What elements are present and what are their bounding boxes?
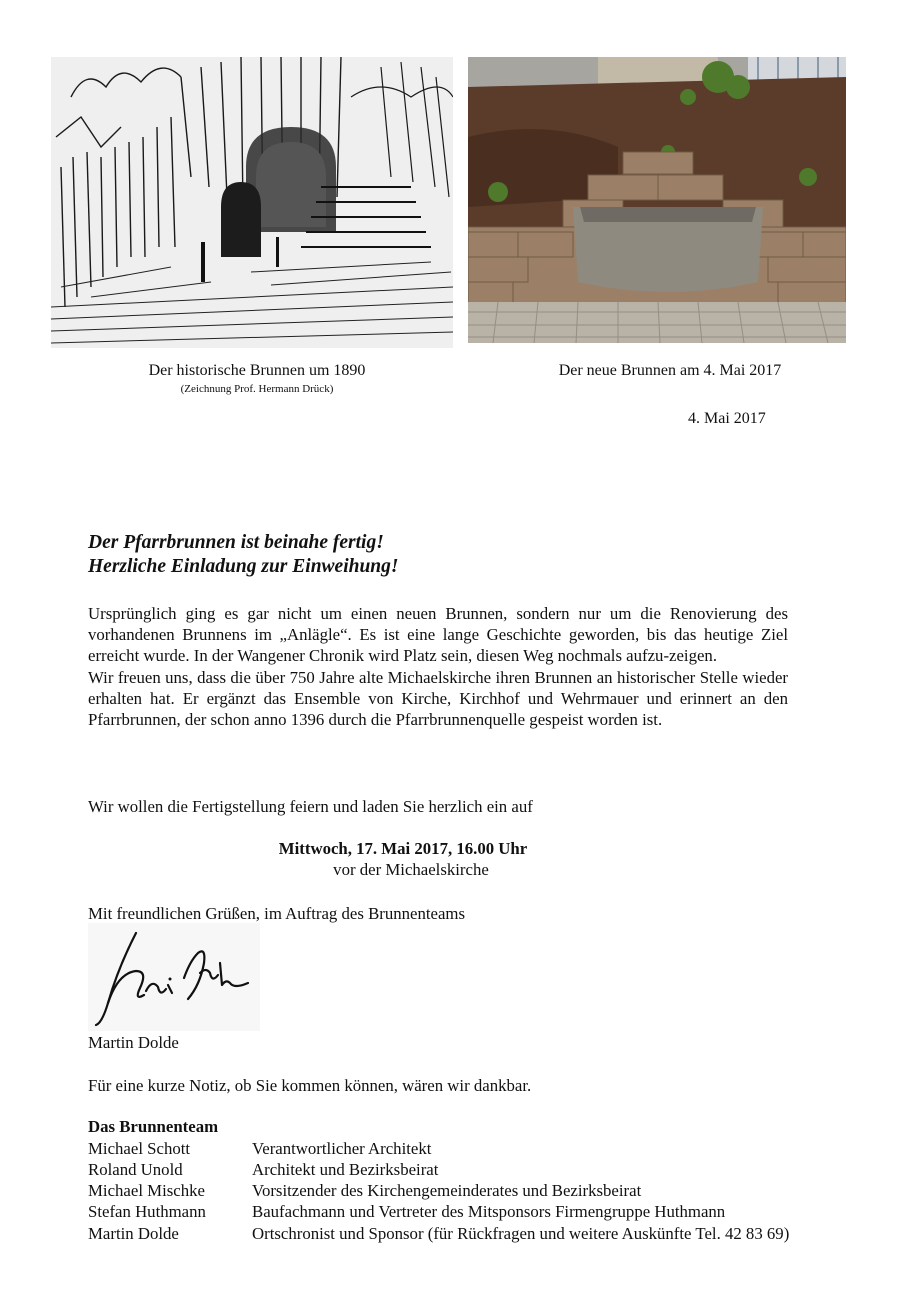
- team-member-name: Michael Schott: [88, 1139, 191, 1158]
- handwritten-signature: [88, 923, 260, 1031]
- historic-image-caption: Der historische Brunnen um 1890: [148, 362, 366, 379]
- headline-line-2: Herzliche Einladung zur Einweihung!: [88, 556, 399, 577]
- letter-date: 4. Mai 2017: [688, 410, 766, 427]
- greeting-text: Mit freundlichen Grüßen, im Auftrag des Brunnenteams: [88, 904, 466, 923]
- paragraph-history: Ursprünglich ging es gar nicht um einen neuen Brunnen, sondern nur um die Renovierung des vorhandenen Brunnens im „Anlägle“. Es ist eine lange Geschichte geworden, bis das heutige Ziel erreicht wurde. In der Wangener Chronik wird Platz sein, diesen Weg nochmals aufzu-zeigen.: [88, 604, 788, 666]
- event-location: vor der Michaelskirche: [333, 860, 489, 879]
- signature-name: Martin Dolde: [88, 1033, 179, 1052]
- event-datetime: Mittwoch, 17. Mai 2017, 16.00 Uhr: [278, 839, 528, 858]
- rsvp-note: Für eine kurze Notiz, ob Sie kommen können, wären wir dankbar.: [88, 1076, 532, 1095]
- letter-headline: [88, 531, 399, 579]
- historic-fountain-drawing: [51, 57, 453, 348]
- team-member-name: Roland Unold: [88, 1160, 183, 1179]
- headline-line-1: Der Pfarrbrunnen ist beinahe fertig!: [88, 532, 384, 553]
- team-member-role: Baufachmann und Vertreter des Mitsponsors Firmengruppe Huthmann: [252, 1202, 726, 1221]
- new-image-caption: Der neue Brunnen am 4. Mai 2017: [558, 362, 782, 379]
- team-member-name: Martin Dolde: [88, 1224, 179, 1243]
- team-member-role: Vorsitzender des Kirchengemeinderates und Bezirksbeirat: [252, 1181, 642, 1200]
- team-member-name: Michael Mischke: [88, 1181, 205, 1200]
- team-member-role: Ortschronist und Sponsor (für Rückfragen und weitere Auskünfte Tel. 42 83 69): [252, 1224, 790, 1243]
- paragraph-church: Wir freuen uns, dass die über 750 Jahre alte Michaelskirche ihren Brunnen an historischer Stelle wieder erhalten hat. Er ergänzt das Ensemble von Kirche, Kirchhof und Wehrmauer und erinnert an den Pfarrbrunnen, der schon anno 1396 durch die Pfarrbrunnenquelle gespeist worden ist.: [88, 667, 788, 730]
- historic-image-subcaption: (Zeichnung Prof. Hermann Drück): [180, 383, 334, 395]
- letter-body: [88, 603, 788, 730]
- team-member-role: Architekt und Bezirksbeirat: [252, 1160, 439, 1179]
- team-heading: Das Brunnenteam: [88, 1117, 219, 1136]
- team-member-name: Stefan Huthmann: [88, 1202, 206, 1221]
- invitation-text: Wir wollen die Fertigstellung feiern und laden Sie herzlich ein auf: [88, 797, 533, 816]
- new-fountain-photo: [468, 57, 846, 343]
- team-member-role: Verantwortlicher Architekt: [252, 1139, 432, 1158]
